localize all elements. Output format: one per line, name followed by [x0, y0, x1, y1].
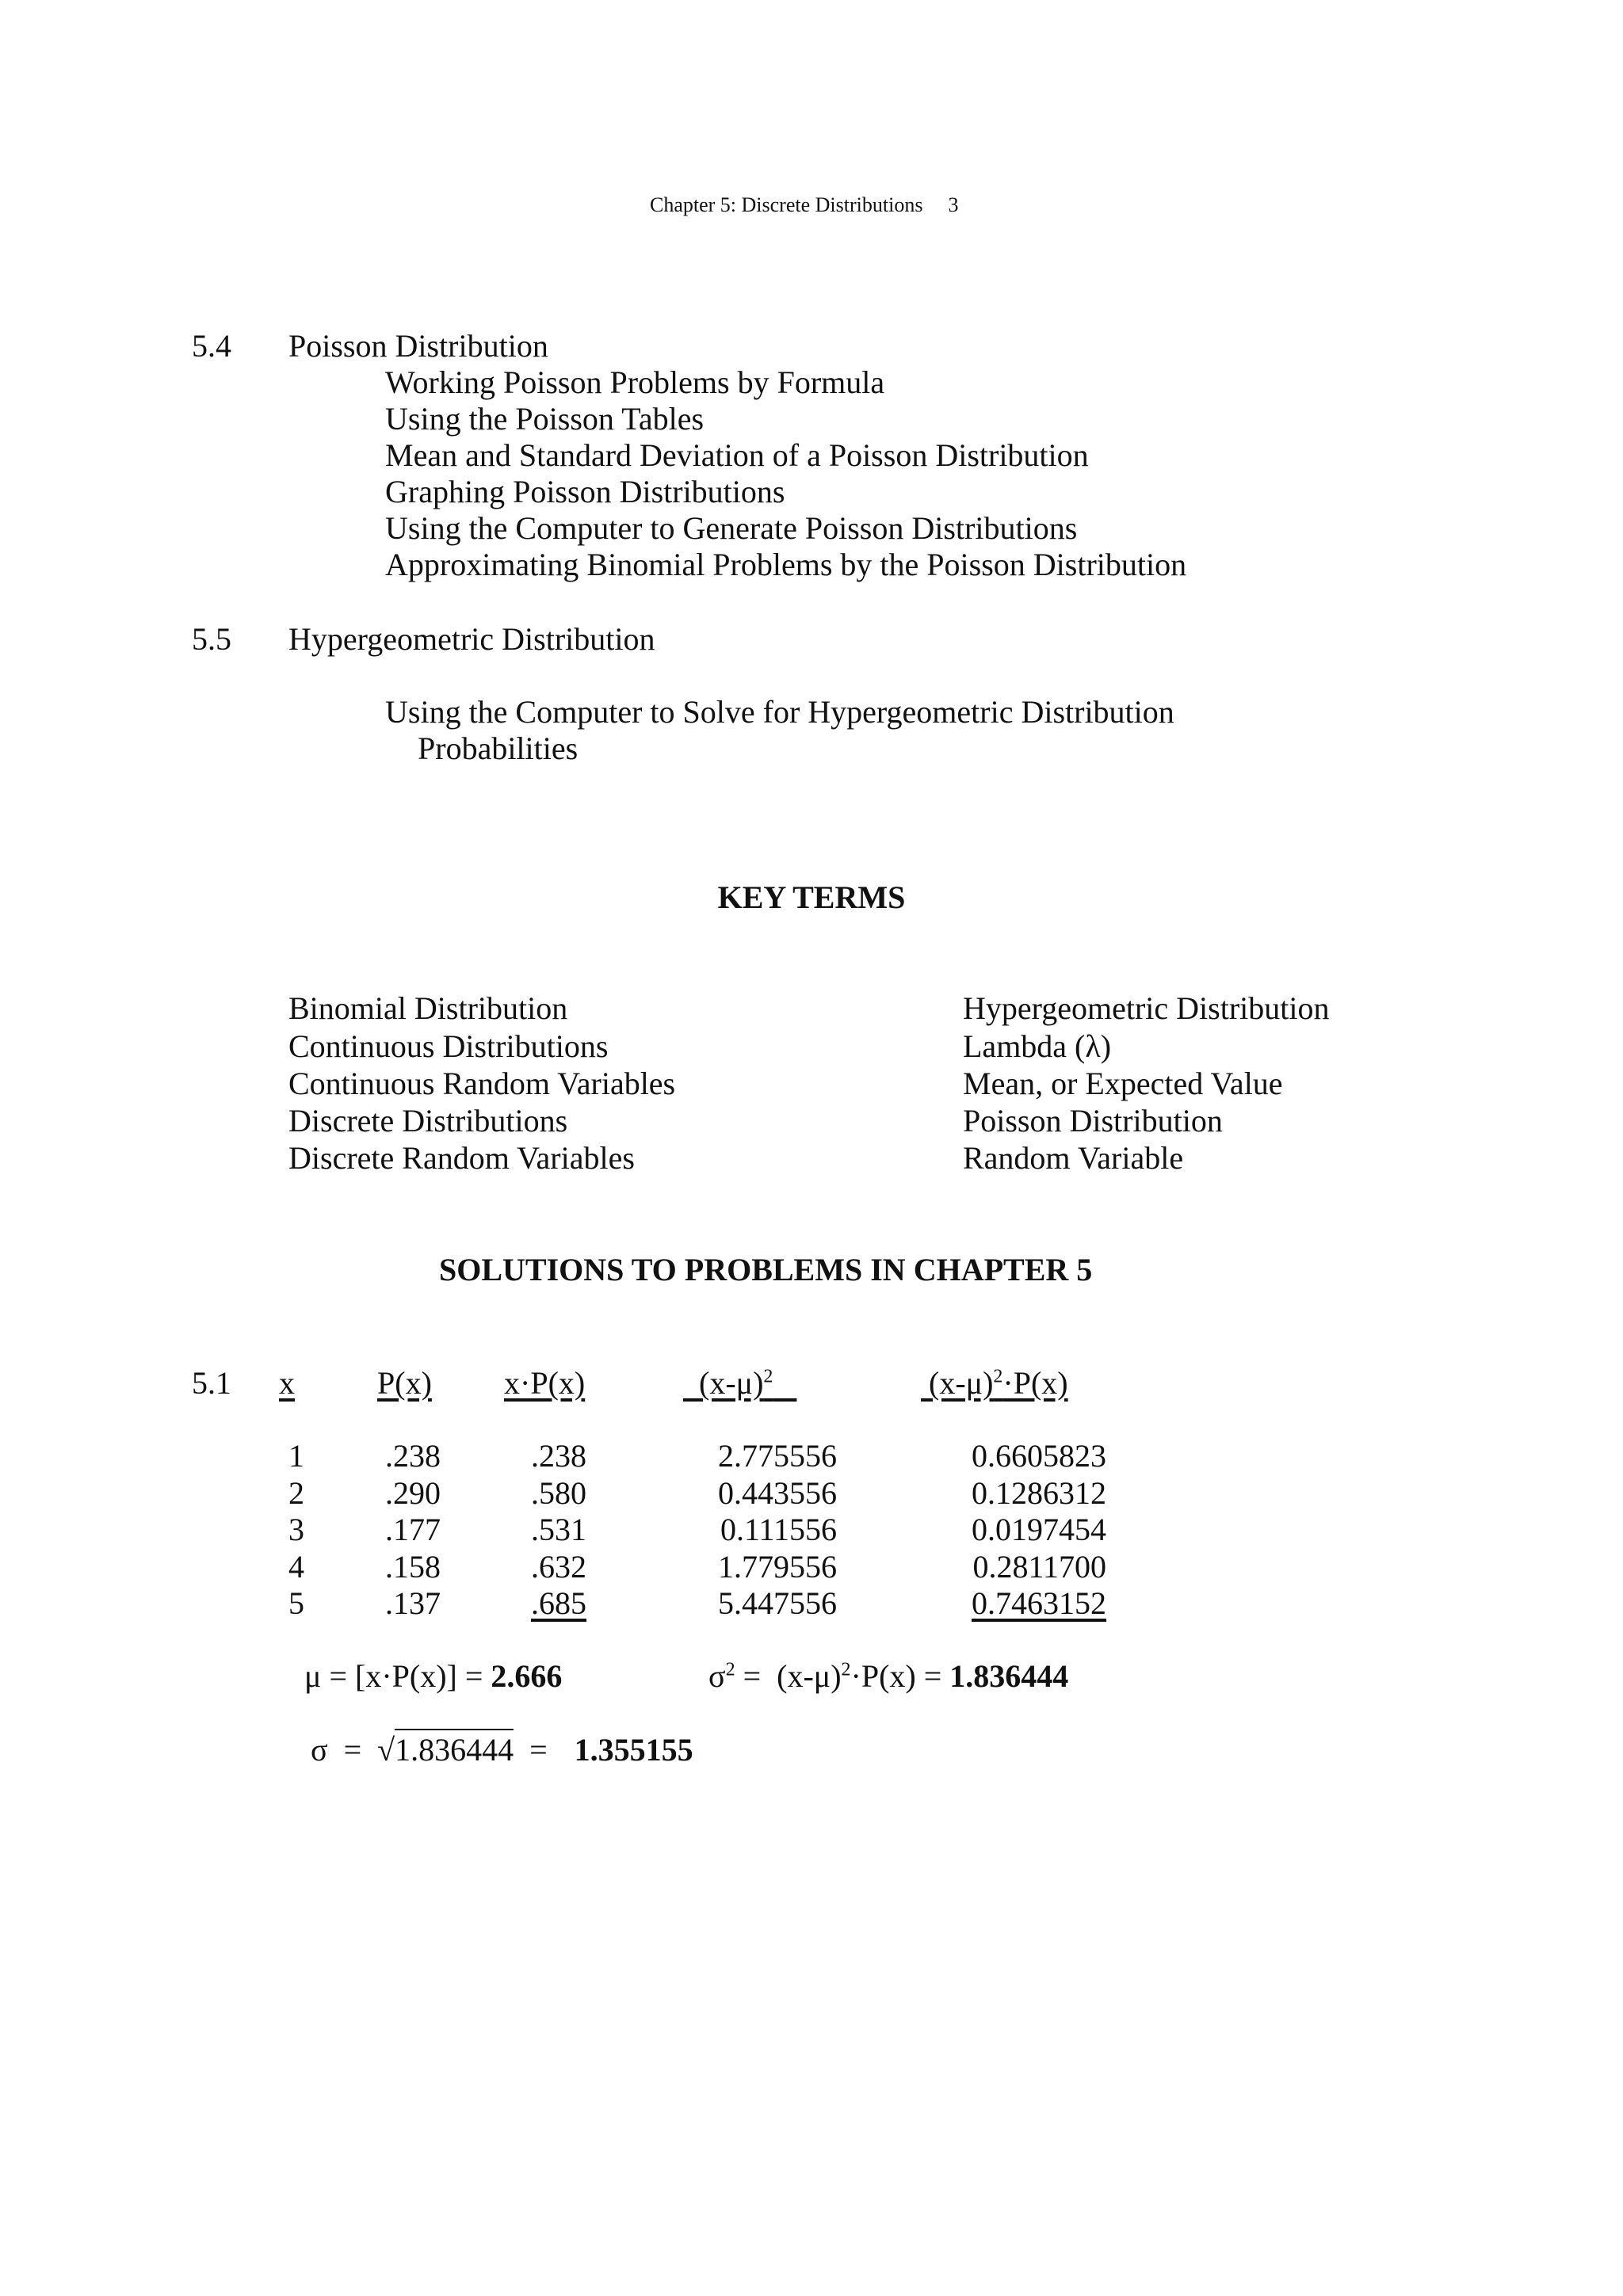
cell-px: .158: [385, 1549, 441, 1585]
variance-formula: $\sigma^2 = (x-\mu)^2\cdot P(x) = 1.836444$: [708, 1658, 1069, 1694]
outline-subitem: Using the Computer to Solve for Hypergeometric Distribution: [385, 694, 1174, 730]
outline-subitem: Approximating Binomial Problems by the Poisson Distribution: [385, 547, 1187, 582]
outline-subitem: Mean and Standard Deviation of a Poisson Distribution: [385, 437, 1089, 473]
cell-dev: 2.775556: [718, 1438, 837, 1474]
cell-xpx: .580: [531, 1475, 586, 1511]
radicand: 1.836444: [395, 1729, 514, 1768]
cell-devp: 0.6605823: [972, 1438, 1106, 1474]
key-term: Discrete Random Variables: [288, 1140, 635, 1176]
outline-subitem: Probabilities: [418, 730, 579, 766]
cell-devp: 0.0197454: [972, 1512, 1106, 1547]
col-header-weighted-deviation: $(x-\mu)^2\cdot P(x)$: [929, 1365, 1068, 1401]
col-header-px: P(x): [377, 1365, 432, 1401]
problem-number: 5.1: [192, 1365, 231, 1401]
section-title-hypergeometric: Hypergeometric Distribution: [288, 621, 655, 657]
std-dev-formula: σ = √1.836444 = 1.355155: [311, 1732, 693, 1768]
cell-x: 1: [288, 1438, 304, 1474]
mean-formula: μ = [x·P(x)] = 2.666: [304, 1658, 563, 1694]
key-term: Lambda (λ): [963, 1028, 1112, 1064]
section-number-5-5: 5.5: [192, 621, 231, 657]
cell-dev: 5.447556: [718, 1585, 837, 1621]
key-term: Hypergeometric Distribution: [963, 990, 1330, 1026]
key-term: Binomial Distribution: [288, 990, 568, 1026]
key-term: Mean, or Expected Value: [963, 1066, 1283, 1101]
mean-value: 2.666: [491, 1658, 563, 1694]
outline-subitem: Using the Poisson Tables: [385, 401, 705, 437]
cell-px: .238: [385, 1438, 441, 1474]
outline-subitem: Using the Computer to Generate Poisson Distributions: [385, 510, 1078, 546]
radical-sign: √: [377, 1732, 395, 1768]
key-term: Continuous Distributions: [288, 1028, 609, 1064]
header-title: Chapter 5: Discrete Distributions: [650, 193, 923, 216]
col-header-xpx: x·P(x): [504, 1365, 586, 1401]
cell-xpx-total-underlined: .685: [531, 1585, 586, 1621]
cell-dev: 1.779556: [718, 1549, 837, 1585]
cell-x: 5: [288, 1585, 304, 1621]
cell-xpx: .531: [531, 1512, 586, 1547]
key-term: Discrete Distributions: [288, 1103, 568, 1138]
key-term: Random Variable: [963, 1140, 1184, 1176]
col-header-deviation-squared: $(x-\mu)^2$: [699, 1365, 773, 1401]
outline-subitem: Working Poisson Problems by Formula: [385, 364, 885, 400]
cell-dev: 0.111556: [720, 1512, 837, 1547]
key-term: Poisson Distribution: [963, 1103, 1223, 1138]
cell-devp: 0.2811700: [972, 1549, 1106, 1585]
cell-x: 4: [288, 1549, 304, 1585]
std-dev-value: 1.355155: [574, 1732, 693, 1768]
section-title-poisson: Poisson Distribution: [288, 328, 548, 364]
outline-subitem: Graphing Poisson Distributions: [385, 474, 785, 509]
cell-xpx: .632: [531, 1549, 586, 1585]
cell-dev: 0.443556: [718, 1475, 837, 1511]
solutions-heading: SOLUTIONS TO PROBLEMS IN CHAPTER 5: [439, 1252, 1093, 1287]
page-number: 3: [948, 193, 959, 216]
cell-x: 3: [288, 1512, 304, 1547]
col-header-x: x: [279, 1365, 295, 1401]
cell-x: 2: [288, 1475, 304, 1511]
variance-value: 1.836444: [949, 1658, 1069, 1694]
cell-px: .177: [385, 1512, 441, 1547]
key-terms-heading: KEY TERMS: [717, 879, 906, 915]
cell-devp: 0.1286312: [972, 1475, 1106, 1511]
page-header: [650, 193, 958, 217]
cell-px: .290: [385, 1475, 441, 1511]
cell-devp-total-underlined: 0.7463152: [972, 1585, 1106, 1621]
cell-xpx: .238: [531, 1438, 586, 1474]
cell-px: .137: [385, 1585, 441, 1621]
section-number-5-4: 5.4: [192, 328, 231, 364]
key-term: Continuous Random Variables: [288, 1066, 676, 1101]
